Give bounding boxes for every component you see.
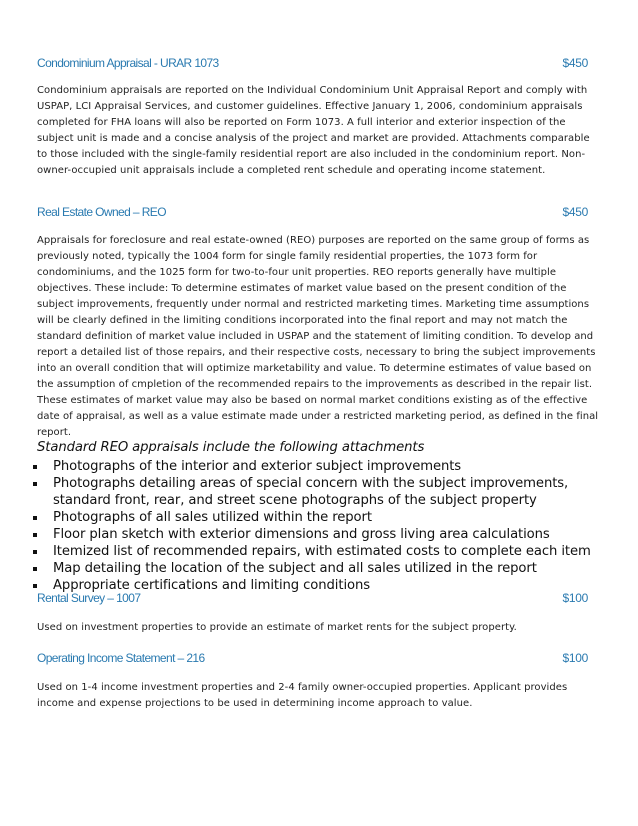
section-body-condominium: Condominium appraisals are reported on the Individual Condominium Unit Appraisal Report and comply with USPAP, LCI Appraisal Services, and customer guidelines. Effective January 1, 2006, condominium appraisals completed for FHA loans will also be reported on Form 1073. A full interior and exterior inspection of the subject unit is made and a concise analysis of the project and market are provided. Attachments comparable to those included with the single-family residential report are also included in the condominium report. Non-owner-occupied unit appraisals include a completed rent schedule and operating income statement. [37, 85, 590, 176]
bullet-icon [33, 584, 37, 588]
section-price: $100 [562, 591, 588, 605]
bullet-icon [33, 567, 37, 571]
bullet-icon [33, 465, 37, 469]
bullet-icon [33, 516, 37, 520]
reo-attachments-list [0, 458, 600, 594]
section-heading-condominium [37, 56, 588, 70]
list-item: Photographs detailing areas of special concern with the subject improvements, standard front, rear, and street scene photographs of the subject property [0, 475, 600, 509]
section-title: Rental Survey – 1007 [37, 591, 141, 605]
section-body-reo: Appraisals for foreclosure and real estate-owned (REO) purposes are reported on the same group of forms as previously noted, typically the 1004 form for single family residential properties, the 1073 form for condominiums, and the 1025 form for two-to-four unit properties. REO reports generally have multiple objectives. These include: To determine estimates of market value based on the present condition of the subject improvements, frequently under normal and restricted marketing times. Marketing time assumptions will be clearly defined in the limiting conditions incorporated into the final report and may not match the standard definition of market value included in USPAP and the statement of limiting condition. To develop and report a detailed list of those repairs, and their respective costs, necessary to bring the subject improvements into an overall condition that will optimize marketability and value. To determine estimates of value based on the assumption of cmpletion of the recommended repairs to the improvements as described in the repair list. These estimates of market value may also be based on normal market conditions existing as of the effective date of appraisal, as well as a value estimate made under a restricted marketing period, as defined in the final report. [37, 235, 599, 438]
bullet-icon [33, 550, 37, 554]
bullet-icon [33, 533, 37, 537]
list-item: Floor plan sketch with exterior dimensions and gross living area calculations [0, 526, 600, 543]
section-price: $450 [562, 205, 588, 219]
section-price: $450 [562, 56, 588, 70]
list-item: Photographs of all sales utilized within the report [0, 509, 600, 526]
section-title: Condominium Appraisal - URAR 1073 [37, 56, 219, 70]
list-item: Photographs of the interior and exterior subject improvements [0, 458, 600, 475]
section-heading-reo [37, 205, 588, 219]
section-title: Real Estate Owned – REO [37, 205, 166, 219]
section-heading-rental-survey [37, 591, 588, 605]
section-title: Operating Income Statement – 216 [37, 651, 205, 665]
list-item: Appropriate certifications and limiting conditions [0, 577, 600, 594]
section-heading-operating-income [37, 651, 588, 665]
bullet-icon [33, 482, 37, 486]
section-body-operating-income: Used on 1-4 income investment properties and 2-4 family owner-occupied properties. Applicant provides income and expense projections to be used in determining income approach to value. [37, 682, 568, 709]
list-item: Map detailing the location of the subject and all sales utilized in the report [0, 560, 600, 577]
section-body-rental-survey: Used on investment properties to provide an estimate of market rents for the subject property. [37, 622, 517, 633]
list-item: Itemized list of recommended repairs, with estimated costs to complete each item [0, 543, 600, 560]
reo-attachments-title: Standard REO appraisals include the following attachments [37, 440, 425, 455]
section-price: $100 [562, 651, 588, 665]
